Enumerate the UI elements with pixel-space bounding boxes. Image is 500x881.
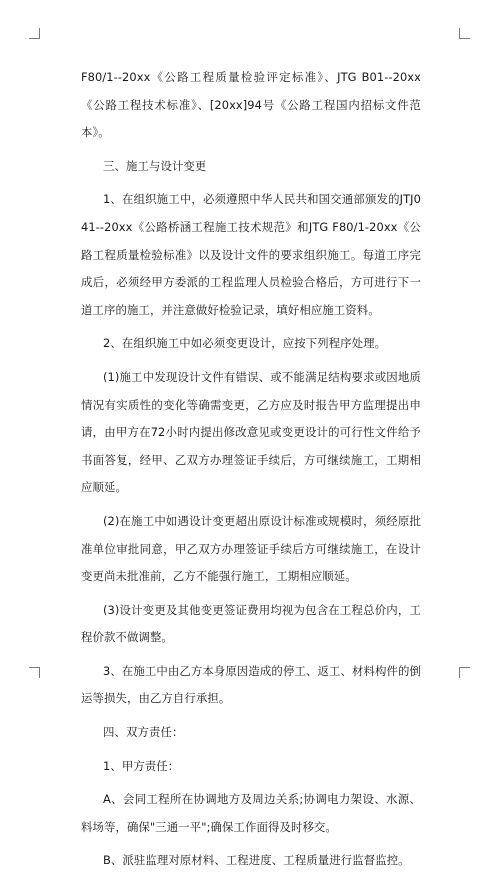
crop-mark-top-left [29,28,40,39]
paragraph-design-change-procedure: 2、在组织施工中如必须变更设计，应按下列程序处理。 [103,336,387,351]
subheading-party-a-responsibilities: 1、甲方责任： [103,758,180,773]
paragraph-item-2: (2)在施工中如遇设计变更超出原设计标准或规模时，须经原批准单位审批同意，甲乙双方办理签证手续后方可继续施工，在设计变更尚未批准前，乙方不能强行施工，工期相应顺延。 [81,513,421,584]
document-body [81,64,421,881]
crop-mark-bottom-right [459,667,470,678]
crop-mark-bottom-left [29,667,40,678]
paragraph-standards-list: F80/1--20xx《公路工程质量检验评定标准》、JTG B01--20xx《公路工程技术标准》、[20xx]94号《公路工程国内招标文件范本》。 [81,70,421,140]
paragraph-organize-construction: 1、在组织施工中，必须遵照中华人民共和国交通部颁发的JTJ041--20xx《公路桥涵工程施工技术规范》和JTG F80/1-20xx《公路工程质量检验标准》以及设计文件的要求组织施工。每道工序完成后，必须经甲方委派的工程监理人员检验合格后，方可进行下一道工序的施工，并注意做好检验记录，填好相应施工资料。 [81,192,421,317]
section-heading-construction-design-change: 三、施工与设计变更 [103,158,207,173]
paragraph-responsibility-b: B、派驻监理对原材料、工程进度、工程质量进行监督监控。 [103,853,410,868]
paragraph-item-3: (3)设计变更及其他变更签证费用均视为包含在工程总价内，工程价款不做调整。 [81,602,421,645]
crop-mark-top-right [459,28,470,39]
section-heading-responsibilities: 四、双方责任： [103,725,184,740]
paragraph-responsibility-a: A、会同工程所在协调地方及周边关系;协调电力架设、水源、料场等，确保"三通一平";确保工作面得及时移交。 [81,792,421,834]
paragraph-contractor-losses: 3、在施工中由乙方本身原因造成的停工、返工、材料构件的倒运等损失，由乙方自行承担。 [81,663,421,706]
paragraph-item-1: (1)施工中发现设计文件有错误、或不能满足结构要求或因地质情况有实质性的变化等确需变更，乙方应及时报告甲方监理提出申请，由甲方在72小时内提出修改意见或变更设计的可行性文件给予书面答复，经甲、乙双方办理签证手续后，方可继续施工，工期相应顺延。 [81,369,421,495]
